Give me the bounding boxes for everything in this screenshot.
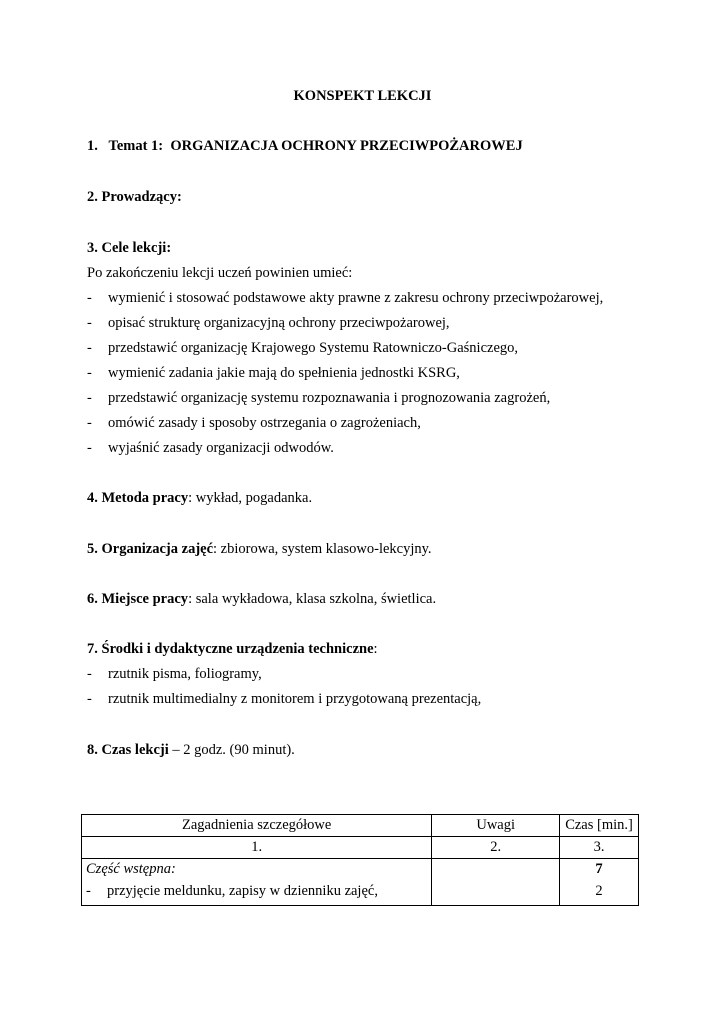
section-organization (87, 540, 432, 558)
resources-colon: : (373, 641, 378, 657)
organization-value: : zbiorowa, system klasowo-lekcyjny. (213, 541, 432, 557)
goal-text: przedstawić organizację Krajowego Systemu Ratowniczo-Gaśniczego, (108, 340, 519, 356)
item-time: 2 (595, 883, 603, 899)
header-notes: Uwagi (432, 815, 560, 837)
section-instructor: 2. Prowadzący: (87, 189, 182, 205)
section-resources-heading (87, 640, 378, 658)
section-topic (87, 137, 523, 155)
table-cell-time (560, 859, 639, 906)
organization-label: 5. Organizacja zajęć (87, 541, 214, 557)
dash-marker: - (87, 290, 92, 306)
goal-text: opisać strukturę organizacyjną ochrony przeciwpożarowej, (108, 315, 450, 331)
table-number-row (82, 837, 639, 859)
column-number: 2. (432, 837, 560, 859)
table-row (82, 859, 639, 906)
section-duration (87, 741, 295, 759)
dash-marker: - (87, 340, 92, 356)
lesson-table (81, 814, 639, 906)
header-time: Czas [min.] (560, 815, 639, 837)
table-cell-topics (82, 859, 432, 906)
section-time: 7 (595, 861, 603, 877)
method-value: : wykład, pogadanka. (188, 490, 313, 506)
dash-marker: - (87, 365, 92, 381)
dash-marker: - (87, 415, 92, 431)
resources-label: 7. Środki i dydaktyczne urządzenia techniczne (87, 641, 374, 657)
section-method (87, 489, 312, 507)
resource-text: rzutnik multimedialny z monitorem i przygotowaną prezentacją, (108, 691, 482, 707)
goal-text: wyjaśnić zasady organizacji odwodów. (108, 440, 334, 456)
dash-marker: - (86, 883, 91, 899)
header-topics: Zagadnienia szczegółowe (82, 815, 432, 837)
page-title: KONSPEKT LEKCJI (293, 88, 432, 104)
resource-text: rzutnik pisma, foliogramy, (108, 666, 262, 682)
item-text: przyjęcie meldunku, zapisy w dzienniku zajęć, (107, 883, 378, 899)
duration-value: – 2 godz. (90 minut). (168, 742, 295, 758)
goals-intro: Po zakończeniu lekcji uczeń powinien umieć: (87, 265, 353, 281)
place-label: 6. Miejsce pracy (87, 591, 189, 607)
section-place (87, 590, 436, 608)
list-item (86, 883, 427, 903)
goal-text: przedstawić organizację systemu rozpoznawania i prognozowania zagrożeń, (108, 390, 551, 406)
table-header-row (82, 815, 639, 837)
column-number: 3. (560, 837, 639, 859)
dash-marker: - (87, 666, 92, 682)
duration-label: 8. Czas lekcji (87, 742, 169, 758)
topic-label: 1. Temat 1: (87, 138, 171, 154)
column-number: 1. (82, 837, 432, 859)
goal-text: wymienić i stosować podstawowe akty prawne z zakresu ochrony przeciwpożarowej, (108, 290, 604, 306)
goal-text: omówić zasady i sposoby ostrzegania o zagrożeniach, (108, 415, 421, 431)
dash-marker: - (87, 315, 92, 331)
section-part-title: Część wstępna: (86, 861, 176, 877)
goal-text: wymienić zadania jakie mają do spełnienia jednostki KSRG, (108, 365, 460, 381)
section-goals-heading: 3. Cele lekcji: (87, 240, 172, 256)
method-label: 4. Metoda pracy (87, 490, 189, 506)
table-cell-notes (432, 859, 560, 906)
dash-marker: - (87, 440, 92, 456)
dash-marker: - (87, 691, 92, 707)
dash-marker: - (87, 390, 92, 406)
topic-value: ORGANIZACJA OCHRONY PRZECIWPOŻAROWEJ (170, 138, 523, 154)
place-value: : sala wykładowa, klasa szkolna, świetlica. (188, 591, 437, 607)
